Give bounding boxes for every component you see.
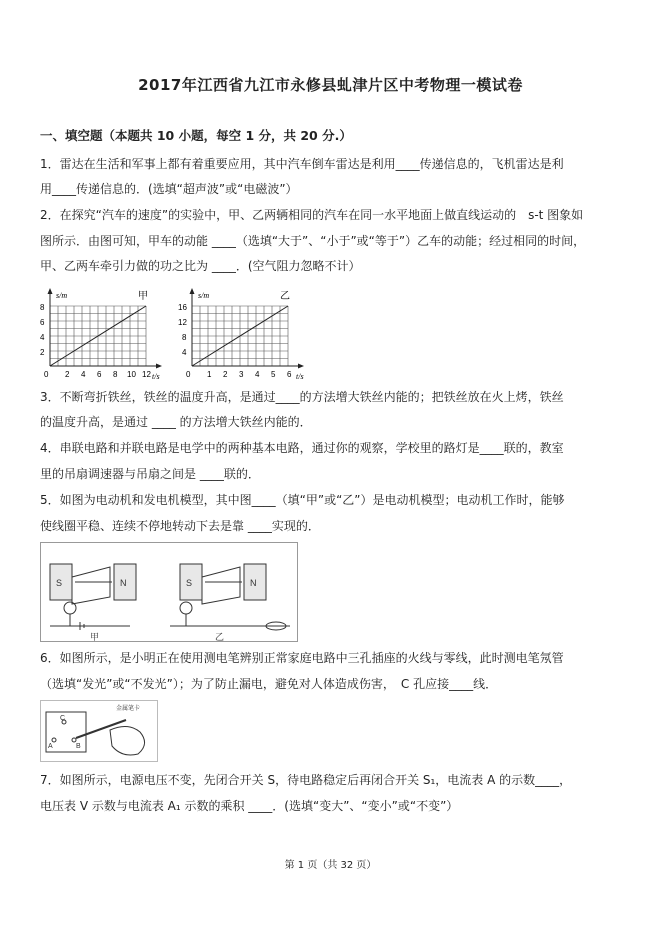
xtick-jia: 8 — [113, 370, 118, 379]
fig6-pen-label: 金属笔卡 — [116, 705, 141, 712]
graph-jia — [34, 286, 169, 382]
xtick-jia: 4 — [81, 370, 86, 379]
q5-line2: 使线圈平稳、连续不停地转动下去是靠 ____实现的． — [40, 519, 320, 533]
q2-line1: 2．在探究“汽车的速度”的实验中，甲、乙两辆相同的汽车在同一水平地面上做直线运动的 s-t 图象如 — [40, 208, 584, 222]
q3-line1: 3．不断弯折铁丝，铁丝的温度升高，是通过____的方法增大铁丝内能的；把铁丝放在火上烤，铁丝 — [40, 390, 564, 404]
fig6-label-a: A — [48, 743, 53, 750]
page-footer: 第 1 页（共 32 页） — [284, 860, 377, 871]
axis-y-arrow-jia — [48, 288, 53, 294]
svg-text:N: N — [250, 578, 257, 588]
fig6-label-b: B — [76, 743, 81, 750]
xtick-jia: 0 — [44, 370, 49, 379]
test-pen-figure — [40, 700, 158, 762]
ytick-jia: 6 — [40, 318, 45, 327]
svg-text:N: N — [120, 578, 127, 588]
xtick-jia: 6 — [97, 370, 102, 379]
ytick-yi: 16 — [178, 303, 187, 312]
q2-line3: 甲、乙两车牵引力做的功之比为 ____．(空气阻力忽略不计） — [40, 259, 361, 273]
svg-text:S: S — [56, 578, 63, 588]
axis-x-arrow-yi — [298, 364, 304, 369]
motor-generator-figure — [40, 542, 298, 642]
q3-line2: 的温度升高，是通过 ____ 的方法增大铁丝内能的． — [40, 415, 312, 429]
page-title: 2017年江西省九江市永修县虬津片区中考物理一模试卷 — [138, 76, 523, 94]
xtick-yi: 5 — [271, 370, 276, 379]
axis-y-arrow-yi — [190, 288, 195, 294]
ytick-jia: 2 — [40, 348, 45, 357]
xtick-yi: 2 — [223, 370, 228, 379]
q4-line2: 里的吊扇调速器与吊扇之间是 ____联的． — [40, 467, 260, 481]
xlabel-jia: t/s — [152, 372, 160, 381]
q4-line1: 4．串联电路和并联电路是电学中的两种基本电路，通过你的观察，学校里的路灯是____联的，教室 — [40, 441, 564, 455]
ytick-jia: 4 — [40, 333, 45, 342]
svg-text:S: S — [186, 578, 193, 588]
xtick-jia: 10 — [127, 370, 136, 379]
xtick-jia: 2 — [65, 370, 70, 379]
axis-x-arrow-jia — [156, 364, 162, 369]
q7-line2: 电压表 V 示数与电流表 A₁ 示数的乘积 ____．(选填“变大”、“变小”或“不变”） — [40, 799, 459, 813]
ylabel-yi: s/m — [198, 291, 210, 300]
ytick-yi: 12 — [178, 318, 187, 327]
xtick-jia: 12 — [142, 370, 151, 379]
xtick-yi: 6 — [287, 370, 292, 379]
section-heading: 一、填空题（本题共 10 小题，每空 1 分，共 20 分.） — [40, 128, 352, 143]
ytick-jia: 8 — [40, 303, 45, 312]
xtick-yi: 0 — [186, 370, 191, 379]
q1-line2: 用____传递信息的．(选填“超声波”或“电磁波”） — [40, 182, 298, 196]
fig5-label-yi: 乙 — [215, 633, 225, 642]
graph-yi — [176, 286, 311, 382]
fig6-label-c: C — [60, 715, 66, 722]
q6-line2: （选填“发光”或“不发光”）；为了防止漏电，避免对人体造成伤害， C 孔应接____线． — [40, 677, 498, 691]
xtick-yi: 4 — [255, 370, 260, 379]
q2-line2: 图所示．由图可知，甲车的动能 ____（选填“大于”、“小于”或“等于”）乙车的动能；经过相同的时间， — [40, 234, 586, 248]
fig5-label-jia: 甲 — [90, 633, 100, 642]
xtick-yi: 3 — [239, 370, 244, 379]
ytick-yi: 4 — [182, 348, 187, 357]
xlabel-yi: t/s — [296, 372, 304, 381]
q6-line1: 6．如图所示，是小明正在使用测电笔辨别正常家庭电路中三孔插座的火线与零线，此时测电笔氖管 — [40, 651, 564, 665]
ylabel-jia: s/m — [56, 291, 68, 300]
xtick-yi: 1 — [207, 370, 212, 379]
q5-line1: 5．如图为电动机和发电机模型，其中图____（填“甲”或“乙”）是电动机模型；电动机工作时，能够 — [40, 493, 565, 507]
q1-line1: 1．雷达在生活和军事上都有着重要应用，其中汽车倒车雷达是利用____传递信息的，飞机雷达是利 — [40, 157, 564, 171]
series-label-yi: 乙 — [280, 291, 290, 302]
ytick-yi: 8 — [182, 333, 187, 342]
series-label-jia: 甲 — [138, 291, 148, 302]
q7-line1: 7．如图所示，电源电压不变，先闭合开关 S，待电路稳定后再闭合开关 S₁，电流表 A 的示数____， — [40, 773, 572, 787]
